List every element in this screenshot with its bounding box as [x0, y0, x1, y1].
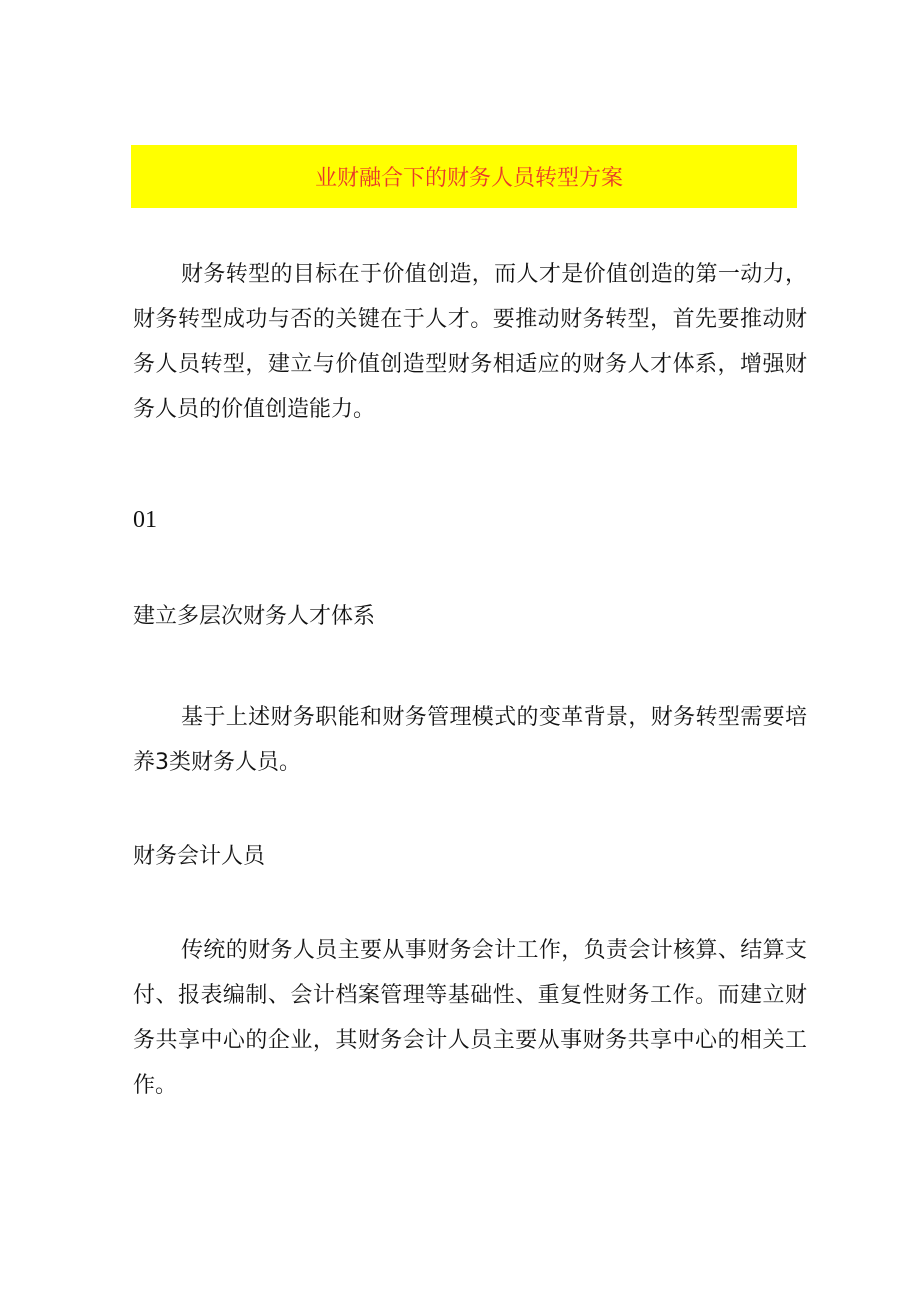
document-title: 业财融合下的财务人员转型方案: [314, 166, 623, 191]
intro-paragraph: 财务转型的目标在于价值创造，而人才是价值创造的第一动力，财务转型成功与否的关键在于人才。要推动财务转型，首先要推动财务人员转型，建立与价值创造型财务相适应的财务人才体系，增强财务人员的价值创造能力。: [133, 262, 807, 422]
section-heading: 建立多层次财务人才体系: [133, 604, 376, 629]
section-number: 01: [133, 507, 157, 533]
title-banner: [131, 145, 797, 208]
section-intro-paragraph: 基于上述财务职能和财务管理模式的变革背景，财务转型需要培养3类财务人员。: [133, 705, 807, 775]
subsection-heading: 财务会计人员: [133, 844, 266, 869]
subsection-body-paragraph: 传统的财务人员主要从事财务会计工作，负责会计核算、结算支付、报表编制、会计档案管理等基础性、重复性财务工作。而建立财务共享中心的企业，其财务会计人员主要从事财务共享中心的相关工作。: [133, 938, 807, 1098]
